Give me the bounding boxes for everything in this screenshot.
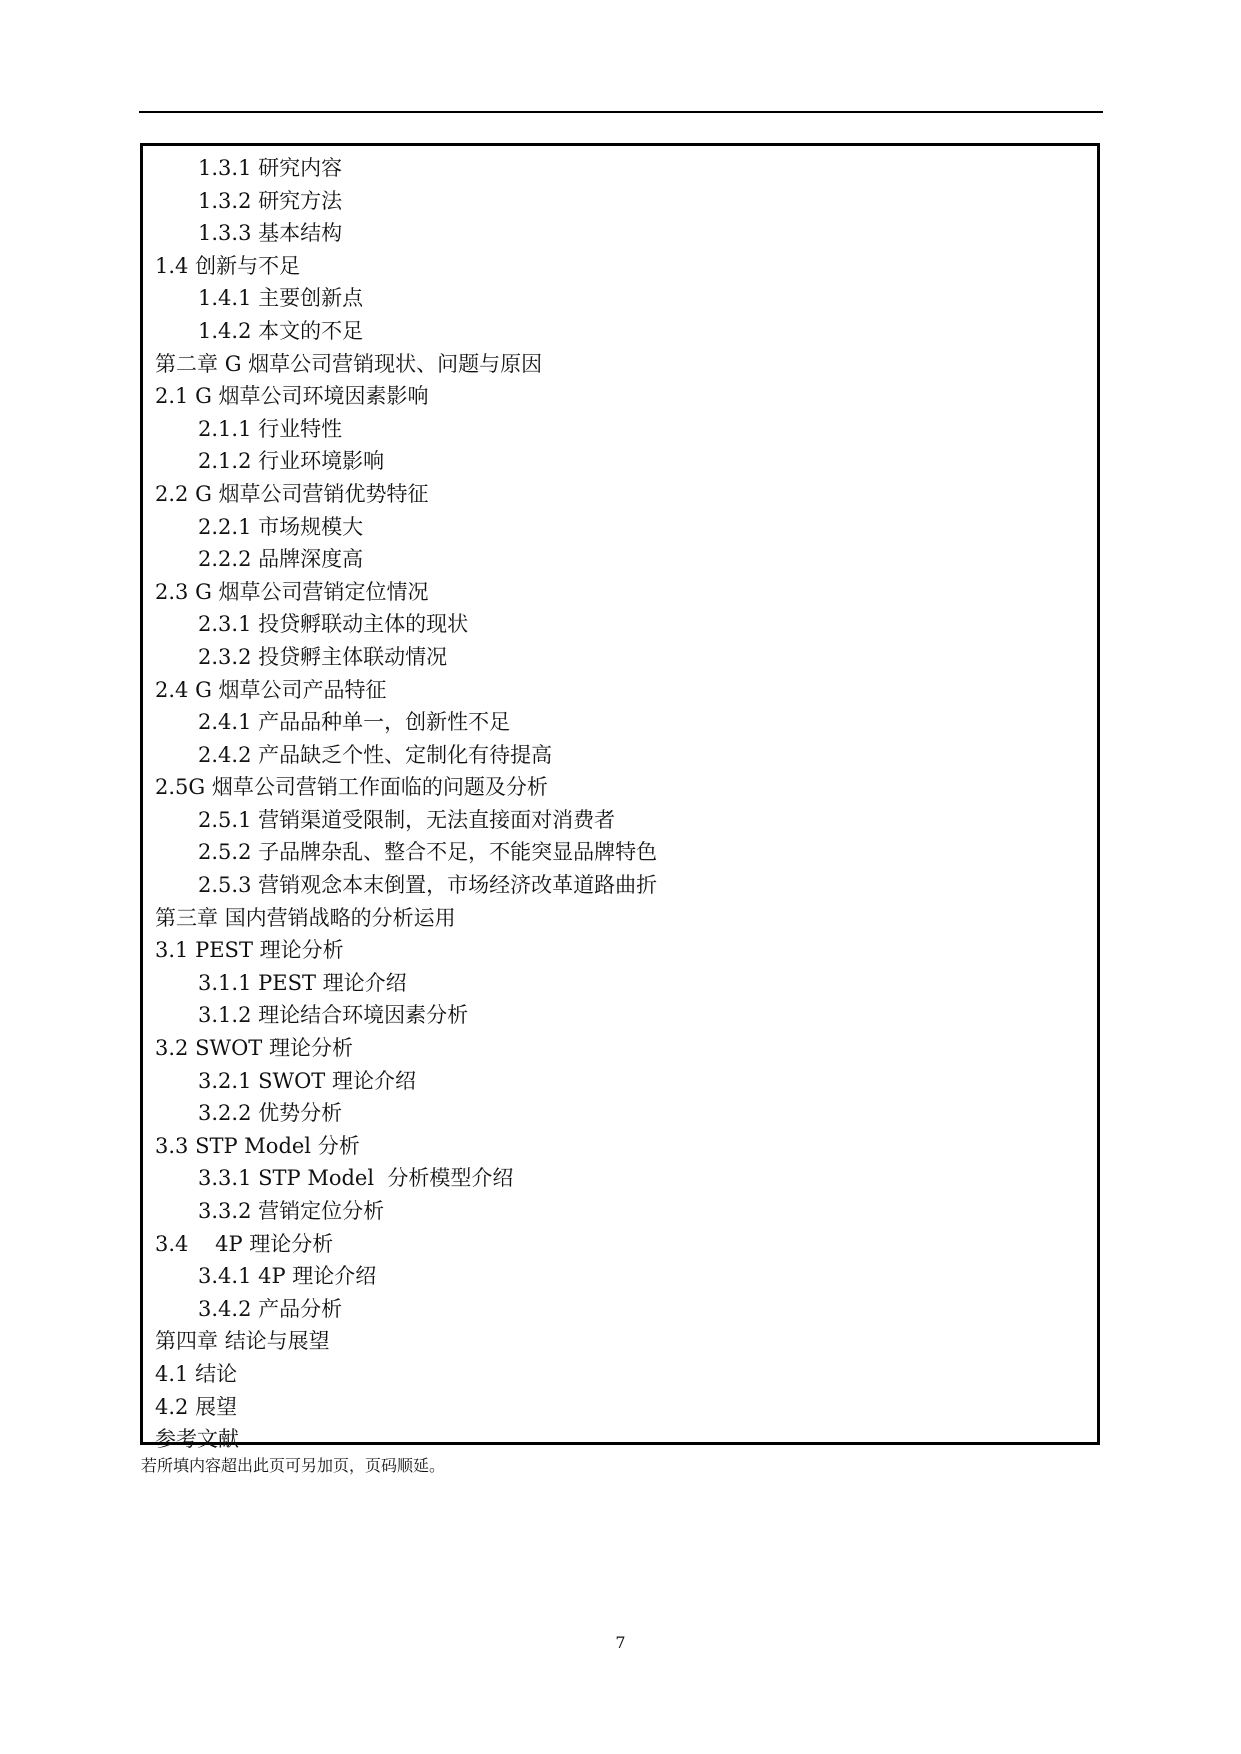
toc-entry xyxy=(143,934,1097,967)
toc-entry-number: 1.4.1 xyxy=(198,286,252,311)
toc-entry-number: 3.4 xyxy=(155,1231,189,1256)
toc-entry-number: 1.3.3 xyxy=(198,221,252,246)
toc-entry-number: 3.3 xyxy=(155,1133,189,1158)
page-number: 7 xyxy=(615,1633,626,1652)
toc-entry-title: 产品分析 xyxy=(258,1296,343,1321)
toc-entry-title: 4P 理论介绍 xyxy=(258,1264,377,1289)
toc-entry-title: G 烟草公司环境因素影响 xyxy=(195,384,429,409)
toc-entry-title: 结论与展望 xyxy=(224,1329,330,1354)
toc-entry xyxy=(143,1032,1097,1065)
toc-entry-title: 投贷孵主体联动情况 xyxy=(258,644,448,669)
toc-entry-number: 4.2 xyxy=(155,1394,189,1419)
toc-entry-title: STP Model 分析 xyxy=(195,1133,360,1158)
toc-entry xyxy=(143,869,1097,902)
toc-entry xyxy=(143,152,1097,185)
toc-entry-number: 3.1.1 xyxy=(198,970,252,995)
toc-entry-title: G 烟草公司营销定位情况 xyxy=(195,579,429,604)
toc-entry xyxy=(143,902,1097,935)
toc-entry-number: 1.4.2 xyxy=(198,318,252,343)
toc-entry xyxy=(143,1391,1097,1424)
toc-entry-number: 1.3.2 xyxy=(198,188,252,213)
table-of-contents-box xyxy=(140,143,1100,1452)
toc-entry-number: 2.1 xyxy=(155,384,189,409)
toc-entry xyxy=(143,1065,1097,1098)
toc-entry xyxy=(143,1097,1097,1130)
toc-entry xyxy=(143,576,1097,609)
toc-entry-title: 理论结合环境因素分析 xyxy=(258,1003,469,1028)
toc-entry xyxy=(143,706,1097,739)
toc-entry-number: 3.4.1 xyxy=(198,1264,252,1289)
toc-entry-title: 品牌深度高 xyxy=(258,547,364,572)
toc-entry-number: 4.1 xyxy=(155,1361,189,1386)
toc-entry xyxy=(143,836,1097,869)
toc-entry-title: SWOT 理论介绍 xyxy=(258,1068,416,1093)
toc-entry-number: 3.2.1 xyxy=(198,1068,252,1093)
toc-entry-number: 2.3.1 xyxy=(198,612,252,637)
toc-entry-number: 第四章 xyxy=(155,1329,218,1354)
toc-entry xyxy=(143,1325,1097,1358)
toc-entry-title: 市场规模大 xyxy=(258,514,364,539)
toc-entry-title: 研究方法 xyxy=(258,188,343,213)
toc-entry xyxy=(143,1228,1097,1261)
toc-entry-title: G 烟草公司营销现状、问题与原因 xyxy=(224,351,543,376)
header-rule xyxy=(139,111,1103,113)
toc-entry-title: SWOT 理论分析 xyxy=(195,1036,353,1061)
form-footnote: 若所填内容超出此页可另加页，页码顺延。 xyxy=(141,1456,446,1475)
toc-entry xyxy=(143,1195,1097,1228)
toc-entry-number: 2.1.1 xyxy=(198,416,252,441)
toc-entry xyxy=(143,511,1097,544)
toc-entry xyxy=(143,413,1097,446)
toc-entry xyxy=(143,380,1097,413)
toc-entry xyxy=(143,185,1097,218)
toc-entry-number: 1.3.1 xyxy=(198,156,252,180)
toc-entry-number: 2.2.1 xyxy=(198,514,252,539)
toc-entry-title: 营销定位分析 xyxy=(258,1199,385,1223)
toc-entry-title: 产品品种单一，创新性不足 xyxy=(258,710,511,735)
toc-entry xyxy=(143,804,1097,837)
toc-entry xyxy=(143,543,1097,576)
toc-entry-title: 烟草公司营销工作面临的问题及分析 xyxy=(211,775,548,800)
toc-entry-number: 第三章 xyxy=(155,905,218,930)
toc-entry-title: 营销观念本末倒置，市场经济改革道路曲折 xyxy=(258,873,658,898)
toc-entry-title: PEST 理论介绍 xyxy=(258,970,407,995)
toc-entry xyxy=(143,999,1097,1032)
toc-entry-title: 结论 xyxy=(195,1361,238,1386)
toc-entry-title: 投贷孵联动主体的现状 xyxy=(258,612,469,637)
toc-entry-number: 2.2.2 xyxy=(198,547,252,572)
toc-entry-title: 主要创新点 xyxy=(258,286,364,311)
toc-entry xyxy=(143,1130,1097,1163)
toc-entry-number: 2.3.2 xyxy=(198,644,252,669)
toc-entry-number: 1.4 xyxy=(155,253,189,278)
toc-entry xyxy=(143,1358,1097,1391)
toc-entry xyxy=(143,771,1097,804)
toc-entry xyxy=(143,445,1097,478)
toc-entry xyxy=(143,739,1097,772)
toc-entry-title: 营销渠道受限制，无法直接面对消费者 xyxy=(258,807,616,832)
toc-entry-title: 研究内容 xyxy=(258,156,343,180)
toc-entry xyxy=(143,348,1097,381)
toc-entry-number: 3.3.1 xyxy=(198,1166,252,1191)
toc-entry xyxy=(143,1260,1097,1293)
toc-entry xyxy=(143,315,1097,348)
toc-entry-number: 2.5.2 xyxy=(198,840,252,865)
toc-entry-title: 本文的不足 xyxy=(258,318,364,343)
toc-entry xyxy=(143,217,1097,250)
toc-entry-title: STP Model 分析模型介绍 xyxy=(258,1166,514,1191)
toc-entry-title: 产品缺乏个性、定制化有待提高 xyxy=(258,742,553,767)
toc-entry-number: 3.1.2 xyxy=(198,1003,252,1028)
toc-entry xyxy=(143,478,1097,511)
toc-entry xyxy=(143,1423,1097,1456)
toc-entry-title: 行业特性 xyxy=(258,416,343,441)
toc-entry-number: 2.5G xyxy=(155,775,206,800)
toc-entry-number: 第二章 xyxy=(155,351,218,376)
toc-entry-number: 2.5.3 xyxy=(198,873,252,898)
toc-entry-title: 创新与不足 xyxy=(195,253,301,278)
toc-entry-number: 2.5.1 xyxy=(198,807,252,832)
toc-list xyxy=(143,152,1097,1456)
toc-entry-title: G 烟草公司产品特征 xyxy=(195,677,387,702)
toc-entry-title: G 烟草公司营销优势特征 xyxy=(195,481,429,506)
toc-entry-title: PEST 理论分析 xyxy=(195,938,344,963)
toc-entry-number: 2.2 xyxy=(155,481,189,506)
toc-entry xyxy=(143,967,1097,1000)
toc-entry-title: 国内营销战略的分析运用 xyxy=(224,905,456,930)
toc-entry-title: 基本结构 xyxy=(258,221,343,246)
toc-entry xyxy=(143,282,1097,315)
toc-entry-number: 3.1 xyxy=(155,938,189,963)
toc-entry-number: 3.3.2 xyxy=(198,1199,252,1223)
toc-entry-title: 4P 理论分析 xyxy=(195,1231,334,1256)
toc-entry-title: 行业环境影响 xyxy=(258,449,385,474)
toc-entry-number: 2.4.2 xyxy=(198,742,252,767)
toc-entry-title: 优势分析 xyxy=(258,1101,343,1126)
toc-entry-number: 2.4 xyxy=(155,677,189,702)
toc-entry xyxy=(143,1162,1097,1195)
toc-entry-number: 2.1.2 xyxy=(198,449,252,474)
toc-entry-number: 2.4.1 xyxy=(198,710,252,735)
toc-entry xyxy=(143,608,1097,641)
toc-entry-title: 参考文献 xyxy=(155,1427,239,1452)
toc-entry-number: 3.4.2 xyxy=(198,1296,252,1321)
toc-entry xyxy=(143,641,1097,674)
toc-entry-title: 子品牌杂乱、整合不足，不能突显品牌特色 xyxy=(258,840,658,865)
toc-entry xyxy=(143,674,1097,707)
toc-entry-number: 3.2.2 xyxy=(198,1101,252,1126)
toc-entry xyxy=(143,1293,1097,1326)
toc-entry-number: 2.3 xyxy=(155,579,189,604)
toc-entry xyxy=(143,250,1097,283)
toc-entry-title: 展望 xyxy=(195,1394,238,1419)
toc-entry-number: 3.2 xyxy=(155,1036,189,1061)
